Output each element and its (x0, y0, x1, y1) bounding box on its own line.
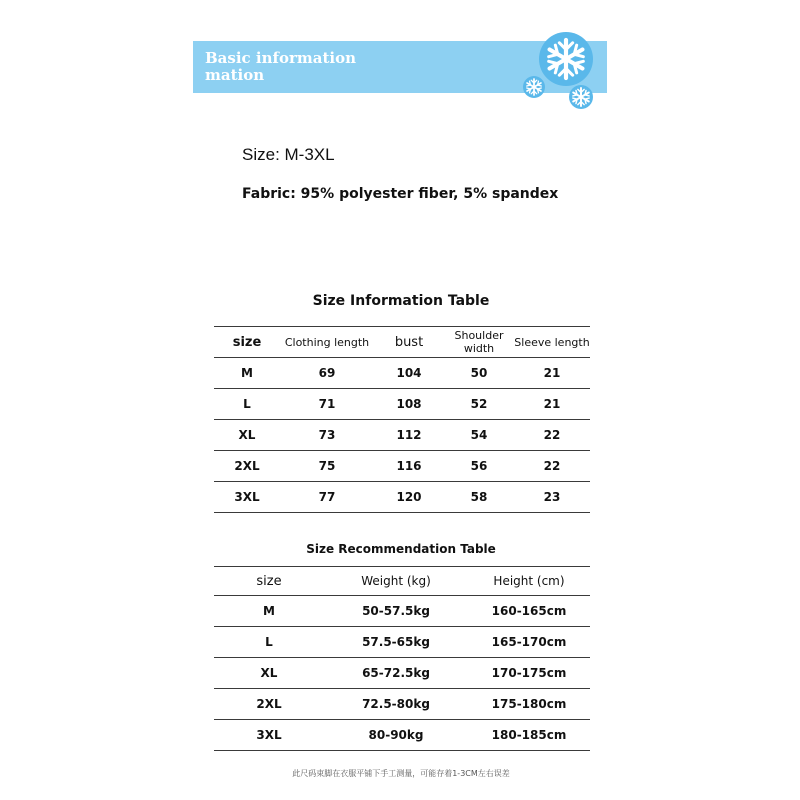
cell-size: M (214, 596, 324, 627)
header-weight: Weight (kg) (324, 567, 468, 596)
cell-bust: 116 (374, 451, 444, 482)
cell-shoulder: 50 (444, 358, 514, 389)
table-row (214, 482, 590, 513)
cell-length: 71 (280, 389, 374, 420)
table-row (214, 720, 590, 751)
cell-bust: 120 (374, 482, 444, 513)
cell-size: 3XL (214, 720, 324, 751)
cell-bust: 112 (374, 420, 444, 451)
banner-title (205, 50, 465, 84)
header-shoulder-width (444, 327, 514, 358)
cell-height: 170-175cm (468, 658, 590, 689)
table-row (214, 389, 590, 420)
header-clothing-length: Clothing length (280, 327, 374, 358)
fabric-text: Fabric: 95% polyester fiber, 5% spandex (242, 186, 559, 202)
cell-size: XL (214, 420, 280, 451)
snowflake-icon (521, 29, 611, 109)
table-row (214, 658, 590, 689)
cell-weight: 65-72.5kg (324, 658, 468, 689)
cell-sleeve: 22 (514, 420, 590, 451)
header-size: size (214, 567, 324, 596)
size-rec-table (214, 566, 590, 751)
header-sleeve-length: Sleeve length (514, 327, 590, 358)
cell-height: 165-170cm (468, 627, 590, 658)
header-shoulder-line1: Shoulder (454, 329, 504, 342)
header-bust: bust (374, 327, 444, 358)
cell-bust: 104 (374, 358, 444, 389)
header-shoulder-line2: width (463, 342, 495, 355)
cell-size: L (214, 389, 280, 420)
cell-height: 175-180cm (468, 689, 590, 720)
size-info-table-title: Size Information Table (312, 293, 490, 309)
table-header-row (214, 567, 590, 596)
cell-weight: 50-57.5kg (324, 596, 468, 627)
size-info-table (214, 326, 590, 513)
cell-bust: 108 (374, 389, 444, 420)
cell-shoulder: 54 (444, 420, 514, 451)
cell-sleeve: 21 (514, 358, 590, 389)
size-rec-table-title: Size Recommendation Table (306, 542, 496, 556)
banner-title-line1: Basic information (205, 49, 356, 67)
table-header-row (214, 327, 590, 358)
table-row (214, 451, 590, 482)
section-banner (193, 41, 607, 93)
cell-length: 73 (280, 420, 374, 451)
header-size: size (214, 327, 280, 358)
cell-size: M (214, 358, 280, 389)
cell-size: 2XL (214, 689, 324, 720)
table-row (214, 596, 590, 627)
table-row (214, 627, 590, 658)
cell-height: 160-165cm (468, 596, 590, 627)
banner-title-line2: mation (205, 66, 265, 84)
cell-size: XL (214, 658, 324, 689)
cell-length: 77 (280, 482, 374, 513)
cell-shoulder: 58 (444, 482, 514, 513)
cell-length: 75 (280, 451, 374, 482)
table-row (214, 689, 590, 720)
header-height: Height (cm) (468, 567, 590, 596)
cell-weight: 72.5-80kg (324, 689, 468, 720)
cell-size: 3XL (214, 482, 280, 513)
cell-weight: 57.5-65kg (324, 627, 468, 658)
size-range-text: Size: M-3XL (242, 145, 335, 164)
cell-length: 69 (280, 358, 374, 389)
cell-size: L (214, 627, 324, 658)
measurement-footnote: 此尺码束脚在衣服平铺下手工测量，可能存着1-3CM左右误差 (292, 769, 510, 778)
cell-sleeve: 23 (514, 482, 590, 513)
table-row (214, 358, 590, 389)
cell-sleeve: 22 (514, 451, 590, 482)
cell-weight: 80-90kg (324, 720, 468, 751)
table-row (214, 420, 590, 451)
cell-shoulder: 56 (444, 451, 514, 482)
cell-height: 180-185cm (468, 720, 590, 751)
cell-size: 2XL (214, 451, 280, 482)
cell-shoulder: 52 (444, 389, 514, 420)
cell-sleeve: 21 (514, 389, 590, 420)
